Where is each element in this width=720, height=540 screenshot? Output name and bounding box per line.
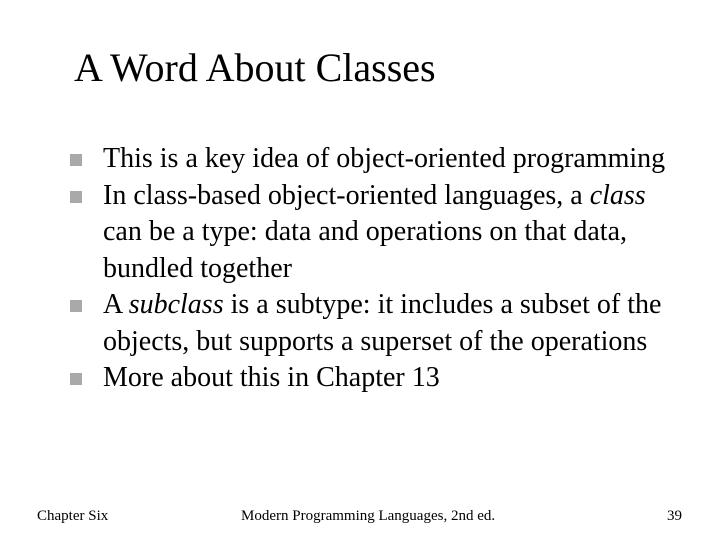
footer-chapter: Chapter Six bbox=[37, 508, 109, 524]
square-bullet-icon bbox=[70, 191, 82, 203]
bullet-item-subclass bbox=[58, 287, 668, 360]
square-bullet-icon bbox=[70, 373, 82, 385]
bullet-text: More about this in Chapter 13 bbox=[103, 362, 440, 393]
slide-title: A Word About Classes bbox=[74, 45, 436, 90]
bullet-text: This is a key idea of object-oriented programming bbox=[103, 143, 666, 174]
bullet-text: In class-based object-oriented languages, a class can be a type: data and operations on that data, bundled together bbox=[103, 179, 646, 284]
page-number: 39 bbox=[667, 508, 682, 524]
footer-book-title: Modern Programming Languages, 2nd ed. bbox=[241, 508, 496, 524]
emphasis-subclass: subclass bbox=[128, 289, 224, 320]
bullet-text: A subclass is a subtype: it includes a subset of the objects, but supports a superset of the operations bbox=[103, 289, 662, 357]
bullet-item-key-idea bbox=[58, 141, 668, 178]
bullet-list bbox=[58, 141, 668, 397]
square-bullet-icon bbox=[70, 154, 82, 166]
square-bullet-icon bbox=[70, 300, 82, 312]
bullet-item-class-type bbox=[58, 178, 668, 288]
emphasis-class: class bbox=[589, 179, 646, 211]
bullet-item-more bbox=[58, 360, 668, 397]
